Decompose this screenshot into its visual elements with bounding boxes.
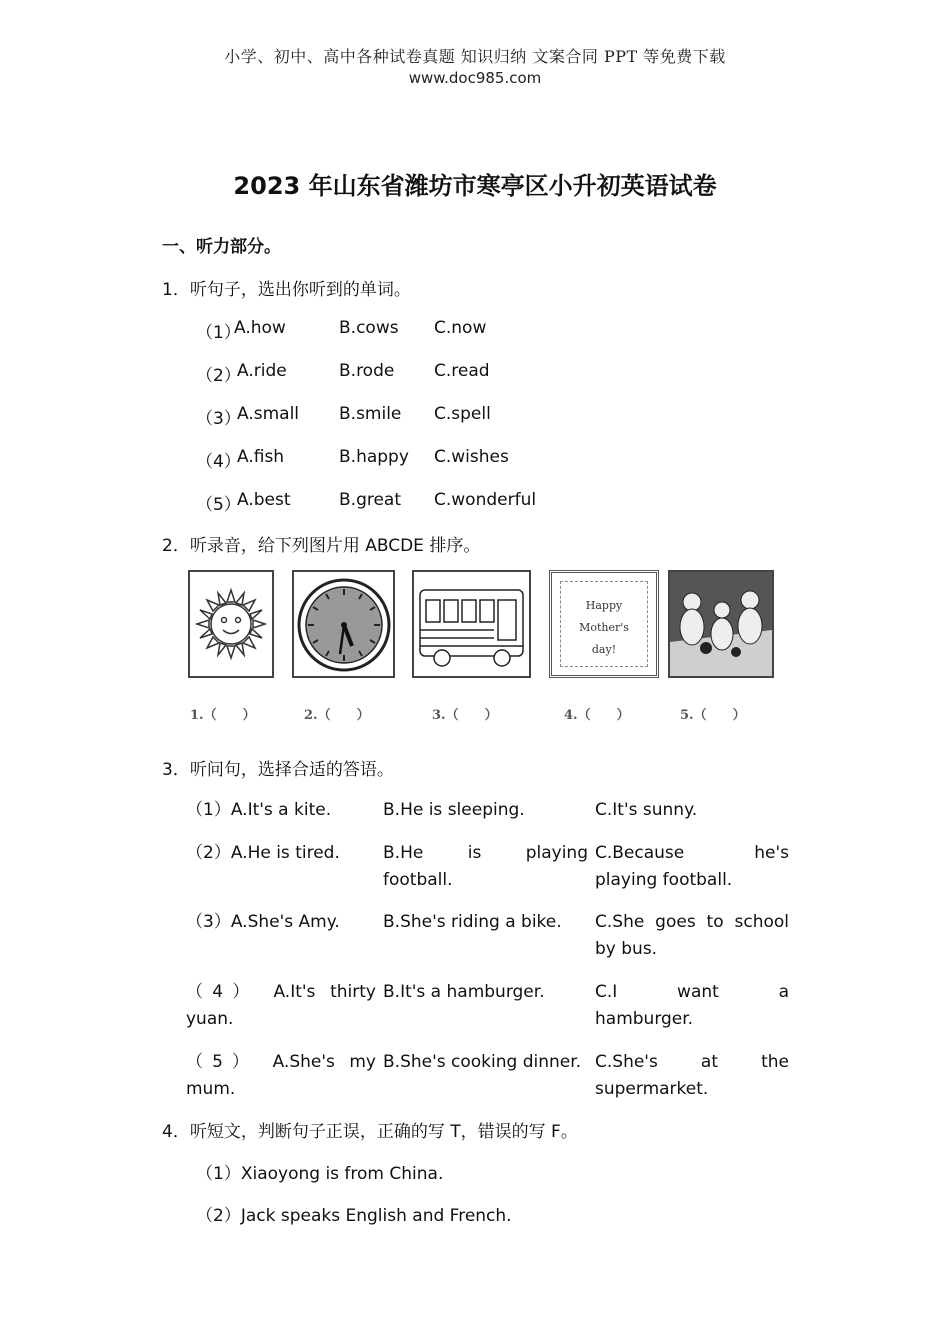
q3-item-3-b: B.She's riding a bike. bbox=[383, 912, 562, 932]
q1-item-3-c: C.spell bbox=[434, 404, 491, 424]
q2-label-5: 5.（ ） bbox=[680, 708, 746, 723]
q3-item-4-b: B.It's a hamburger. bbox=[383, 982, 545, 1002]
q1-item-2-b: B.rode bbox=[339, 361, 395, 381]
sun-icon bbox=[190, 572, 272, 676]
q1-item-4-a: A.fish bbox=[237, 447, 285, 467]
q3-stem: 3．听问句，选择合适的答语。 bbox=[162, 760, 394, 780]
q1-item-3-a: A.small bbox=[237, 404, 300, 424]
q1-item-2-a: A.ride bbox=[237, 361, 287, 381]
mothers-day-card bbox=[549, 570, 659, 678]
q3-item-2-num: （2） bbox=[186, 843, 231, 863]
q3-item-2-c-line1: C.Because he's bbox=[595, 843, 789, 863]
q3-item-4-c-line2: hamburger. bbox=[595, 1009, 694, 1029]
q3-item-3-num: （3） bbox=[186, 912, 231, 932]
q4-item-1 bbox=[196, 1159, 443, 1184]
q1-item-3-b: B.smile bbox=[339, 404, 402, 424]
clock-picture bbox=[292, 570, 395, 678]
q3-item-1-c: C.It's sunny. bbox=[595, 800, 698, 820]
q1-item-5-num: （5） bbox=[196, 495, 241, 515]
card-text-line-2: Mother's bbox=[579, 621, 629, 634]
q3-item-3-c-line2: by bus. bbox=[595, 939, 658, 959]
q3-item-4-c-line1: C.I want a bbox=[595, 982, 789, 1002]
q3-item-1-num: （1） bbox=[186, 800, 231, 820]
family-icon bbox=[670, 572, 772, 676]
q4-item-2-num: （2） bbox=[196, 1206, 241, 1226]
page-title: 2023 年山东省潍坊市寒亭区小升初英语试卷 bbox=[233, 172, 717, 200]
q2-stem: 2．听录音，给下列图片用 ABCDE 排序。 bbox=[162, 536, 481, 556]
q4-item-1-text: Xiaoyong is from China. bbox=[240, 1164, 444, 1184]
sun-picture bbox=[188, 570, 274, 678]
q1-item-4-num: （4） bbox=[196, 452, 241, 472]
q3-item-1-a: A.It's a kite. bbox=[230, 800, 332, 820]
q2-label-3: 3.（ ） bbox=[432, 708, 498, 723]
q1-item-5-c: C.wonderful bbox=[434, 490, 537, 510]
q2-label-1: 1.（ ） bbox=[190, 708, 256, 723]
q4-item-2-text: Jack speaks English and French. bbox=[240, 1206, 512, 1226]
q1-item-1-num: （1） bbox=[196, 323, 241, 343]
q3-item-5-c-line1: C.She's at the bbox=[595, 1052, 789, 1072]
q1-item-1-a: A.how bbox=[234, 318, 286, 338]
q3-item-3-a: A.She's Amy. bbox=[230, 912, 340, 932]
q4-item-2 bbox=[196, 1201, 512, 1226]
q3-item-5-c-line2: supermarket. bbox=[595, 1079, 709, 1099]
header-url[interactable]: www.doc985.com bbox=[408, 69, 542, 87]
q3-item-5-a-line1: （5） A.She's my bbox=[186, 1052, 376, 1072]
q1-item-4-c: C.wishes bbox=[434, 447, 509, 467]
q1-item-2-c: C.read bbox=[434, 361, 490, 381]
q2-label-4: 4.（ ） bbox=[564, 708, 630, 723]
q3-item-5-b: B.She's cooking dinner. bbox=[383, 1052, 582, 1072]
bus-icon bbox=[414, 572, 529, 676]
clock-icon bbox=[294, 572, 393, 676]
q1-item-1-b: B.cows bbox=[339, 318, 399, 338]
q3-item-2-b-line1: B.He is playing bbox=[383, 843, 588, 863]
q3-item-3-c-line1: C.She goes to school bbox=[595, 912, 789, 932]
q1-stem: 1．听句子，选出你听到的单词。 bbox=[162, 280, 411, 300]
q3-item-4-a-line1: （4） A.It's thirty bbox=[186, 982, 376, 1002]
q3-item-1-b: B.He is sleeping. bbox=[383, 800, 525, 820]
card-text-line-1: Happy bbox=[585, 599, 623, 612]
q3-item-2-c-line2: playing football. bbox=[595, 870, 733, 890]
q1-item-3-num: （3） bbox=[196, 409, 241, 429]
q1-item-2-num: （2） bbox=[196, 366, 241, 386]
q1-item-5-a: A.best bbox=[237, 490, 291, 510]
q4-stem: 4．听短文，判断句子正误，正确的写 T，错误的写 F。 bbox=[162, 1122, 578, 1142]
q1-item-1-c: C.now bbox=[434, 318, 487, 338]
q4-item-1-num: （1） bbox=[196, 1164, 241, 1184]
section-heading: 一、听力部分。 bbox=[162, 237, 281, 257]
q1-item-4-b: B.happy bbox=[339, 447, 409, 467]
card-text-line-3: day! bbox=[591, 643, 617, 656]
bus-picture bbox=[412, 570, 531, 678]
q2-picture-strip bbox=[186, 570, 786, 730]
q1-item-5-b: B.great bbox=[339, 490, 402, 510]
q3-item-2-a: A.He is tired. bbox=[230, 843, 340, 863]
header-promo-text: 小学、初中、高中各种试卷真题 知识归纳 文案合同 PPT 等免费下载 bbox=[224, 47, 726, 66]
q2-label-2: 2.（ ） bbox=[304, 708, 370, 723]
family-picture bbox=[668, 570, 774, 678]
q3-item-4-a-line2: yuan. bbox=[186, 1009, 234, 1029]
site-header bbox=[0, 46, 950, 88]
q3-item-5-a-line2: mum. bbox=[186, 1079, 236, 1099]
q3-options bbox=[186, 797, 790, 1107]
q3-item-2-b-line2: football. bbox=[383, 870, 453, 890]
